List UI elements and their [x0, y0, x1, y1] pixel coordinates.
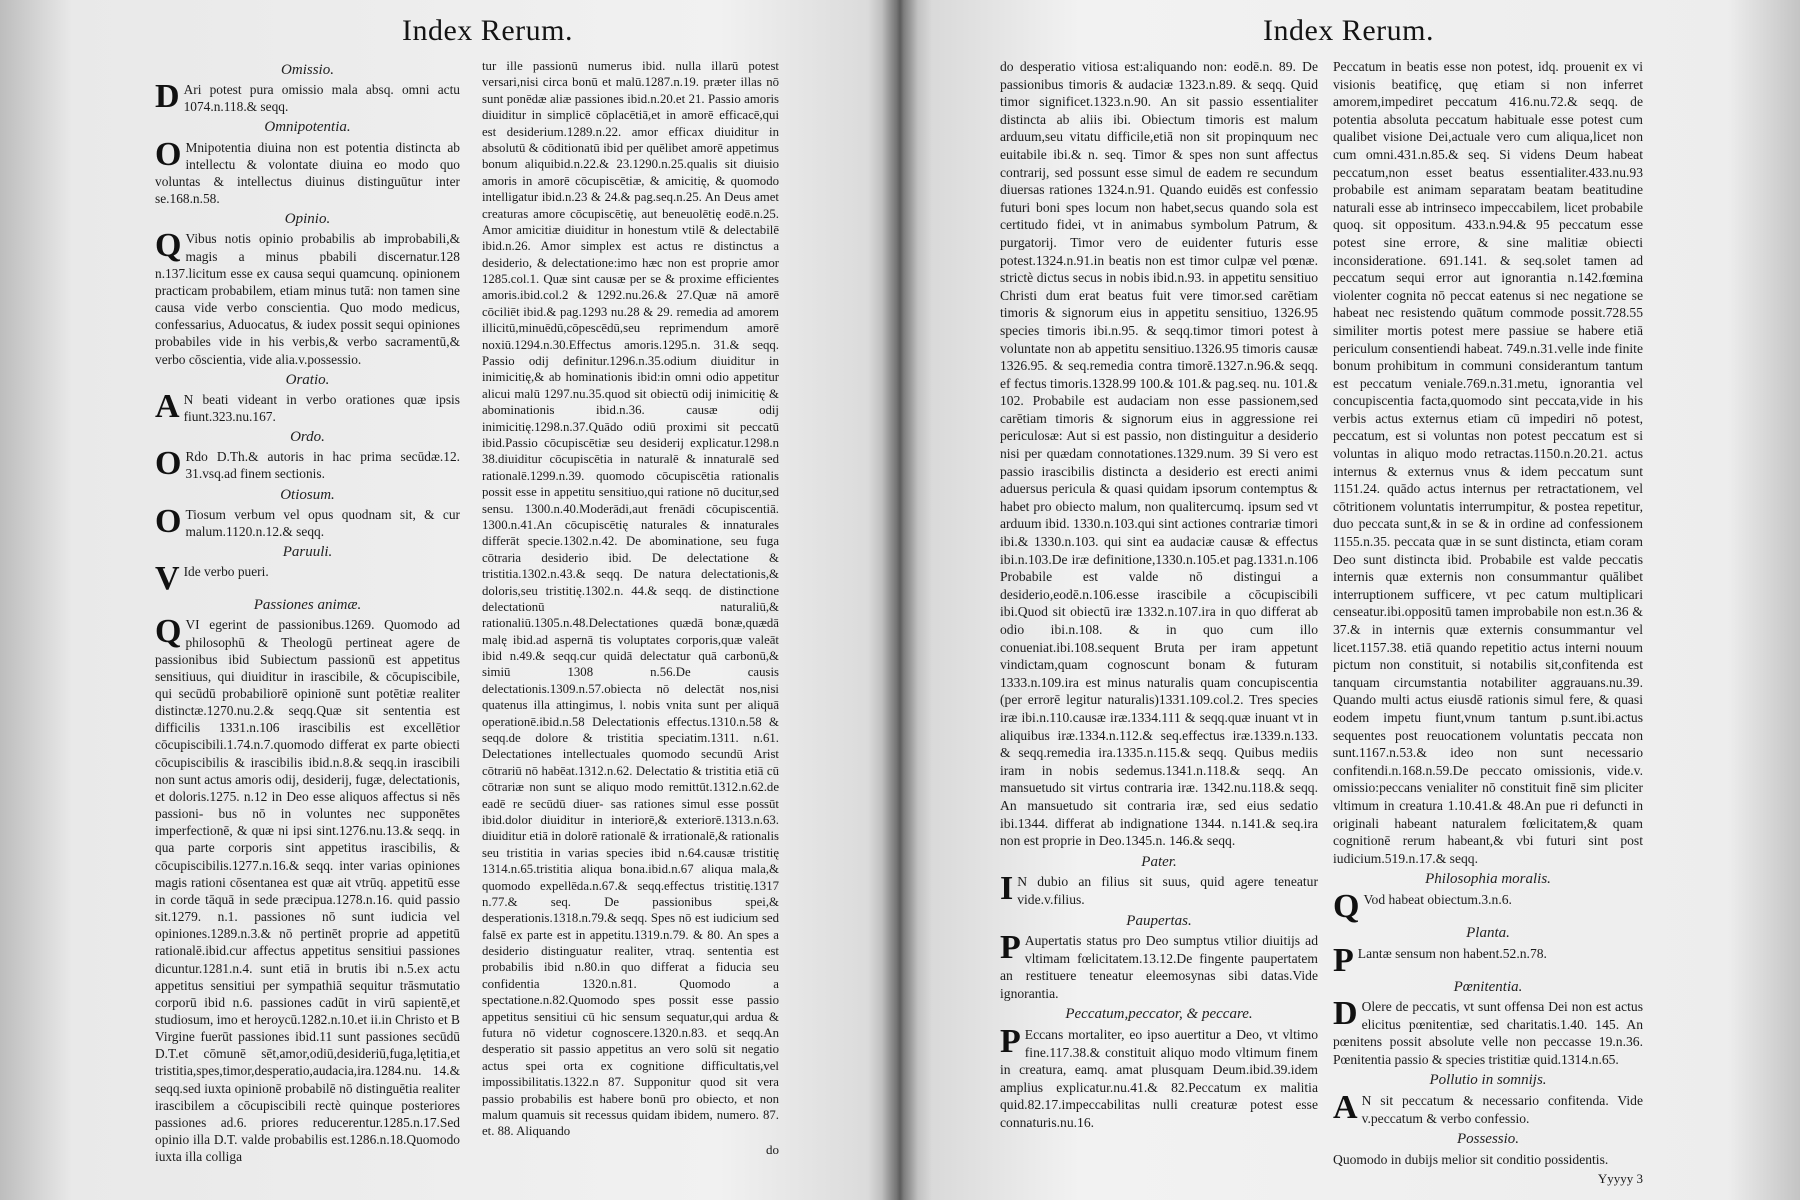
index-entry [1000, 1023, 1318, 1132]
index-heading: Omnipotentia. [264, 119, 351, 136]
index-heading: Passiones animæ. [253, 597, 362, 614]
entry-text: Vibus notis opinio probabilis ab improbabili,& magis a minus pbabili discernatur.128 n.137.licitum esse ex causa sequi quamcunq. opinionem practicam probabilem, etiam minus tutā: non tamen sine causa vide verbo conscientia. Quo modo medicus, confessarius, Aduocatus, & iudex possit sequi opiniones probabiles vide in his verbis,& verbo sacramentū,& verbo cōscientia, vide alia.v.possessio. [155, 231, 460, 367]
entry-text: Tiosum verbum vel opus quodnam sit, & cur malum.1120.n.12.& seqq. [185, 506, 460, 539]
entry-text: Quomodo in dubijs melior sit conditio possidentis. [1333, 1151, 1609, 1167]
drop-cap: A [1333, 1089, 1358, 1127]
entry-text: VI egerint de passionibus.1269. Quomodo ad philosophū & Theologū pertineat agere de passionibus ibid Subiectum passionū est appetitus sensitiuus, qui diuiditur in irascibile, & cōcupiscibile, qui secūdū probabiliorē opinionē sunt potētiæ realiter distinctæ.1270.nu.2.& seqq.Quæ sit sententia est difficilis 1331.n.106 irascibilis est excellētior cōcupiscibili.1.74.n.7.quomodo differat ex parte obiecti cōcupiscibilis & irascibilis ibid.n.8.& seqq.in irascibili non sunt actus amoris odij, desiderij, fugæ, delectationis, et doloris.1275. n.12 in Deo esse aliquos affectus si nēs passioni- bus nō in voluntes nec supponētes imperfectionē, & quæ ni ipsi sint.1276.nu.13.& seqq. in qua parte corporis sint appetitus irascibilis, & cōcupiscibilis.1277.n.16.& seqq. inter varias opiniones magis rationi cōsentanea est quæ ait vtrūq. appetitū esse in corde tāquā in sede præcipua.1278.n.16. quid passio sit.1279. n.1. passiones nō sunt iudicia vel opiniones.1289.n.3.& nō pertinēt proprie ad appetitū rationalē.ibid.cur affectus appetitus sensitiui passiones dicuntur.1281.n.4. sunt etiā in brutis ibi n.5.ex actu appetitus sensitiui per sympathiā sequitur trāsmutatio corporū ibid n.6. passiones cadūt in virū sapientē,et studiosum, imo et heroycū.1282.n.10.et ii.in Christo et B Virgine fuerūt passiones ibid.11 sunt passiones secūdū D.T.et cōmunē sēt,amor,odiū,desideriū,fuga,lętitia,et tristitia,spes,timor,desperatio,audacia,ira.1284.nu. 14.& seqq.sed iuxta opinionē probabilē nō distinguētia realiter irascibilem a cōcupiscibili rectè quinque posteriores passiones ad.6. priores reducerentur.1285.n.17.Sed opinio illa D.T. valde probabilis est.1286.n.18.Quomodo iuxta illa colliga [155, 617, 460, 1165]
index-entry [155, 387, 460, 425]
index-entry [155, 135, 460, 208]
left-column-2 [482, 58, 779, 1158]
entry-text: N dubio an filius sit suus, quid agere teneatur vide.v.filius. [1017, 874, 1318, 907]
left-column-1 [155, 58, 460, 1167]
index-heading: Planta. [1466, 924, 1510, 941]
drop-cap: Q [1333, 887, 1360, 925]
drop-cap: D [1333, 995, 1358, 1033]
entry-text: N sit peccatum & necessario confitenda. Vide v.peccatum & verbo confessio. [1361, 1093, 1643, 1126]
drop-cap: P [1000, 1023, 1021, 1061]
index-heading: Omissio. [281, 62, 334, 78]
index-heading: Oratio. [285, 371, 330, 388]
index-entry [1333, 1151, 1643, 1169]
right-column-2-text: Peccatum in beatis esse non potest, idq. prouenit ex vi visionis beatificę, quę etiam si non inferret amorem,impediret peccatum 416.nu.72.& seqq. de potentia absoluta peccatum habituale esse potest cum qualibet visione Dei,actuale vero cum aliqua,licet non cum omni.431.n.85.& seq. Si videns Deum habeat peccatum,non esset beatus essentialiter.433.nu.93 probabile est animam separatam beatam beatitudine naturali esse ab intrinseco impeccabilem, licet probabile quoq. sit oppositum. 433.n.94.& 95 peccatum esse potest sine errore, & sine malitiæ obiecti inconsideratione. 691.141. & seq.solet tamen ad peccatum sequi error aut ignorantia n.142.fœmina violenter cognita nō peccat eatenus si nec negatione se habeat nec resistendo quātum commode possit.728.55 similiter mortis potest mere passiue se habere etiā periculum consentiendi habeat. 749.n.31.velle inde finite bonum prohibitum in communi considerantum tantum est peccatum veniale.769.n.31.metu, ignorantia vel concupiscentia facta,quomodo sint peccata,vide in his verbis actus externus etiam cū impediri nō potest, peccatum, est si voluntas non potest peccatum est si voluntas in aliquo modo retractas.1150.n.20.21. actus internus & externus vnus & idem peccatum sunt 1151.24. quādo actus internus per retractationem, vel cōtritionem voluntatis interrumpitur, & postea repetitur, duo peccata sunt,& in se & in ordine ad confessionem 1155.n.35. peccata quæ in se sunt distincta, etiam coram Deo sunt distincta ibid. Probabile est valde peccatis internis quæ externis non consummantur quālibet interruptionem sufficere, vt pec catum multiplicari censeatur.ibi.oppositū tamen improbabile non est.n.36 & 37.& in internis quæ externis consummantur vel licet.1157.38. etiā quando repetitio actus interni nouum pictum non constituit, si notabilis sit,confitenda est tanquam circumstantia notabiliter aggrauans.nu.39. Quando multi actus eiusdē rationis simul fere, & quasi eodem impetu fiunt,vnum tantum p.sunt.ibi.actus sequentes post reuocationem voluntatis peccata non sunt.1167.n.53.& ideo non sunt necessario confitendi.n.168.n.59.De peccato omissionis, vide.v. omissio:peccans venialiter nō constituit finē sim pliciter vltimum in creatura 1.10.41.& 48.An pue ri defuncti in originali habeant naturalem fœlicitatem,& quam cognitionē rerum habeant,& vbi futuri sint post iudicium.519.n.17.& seqq. [1333, 59, 1643, 866]
index-heading: Pater. [1141, 853, 1177, 870]
right-column-1-text: do desperatio vitiosa est:aliquando non: eodē.n. 89. De passionibus timoris & audaciæ 1323.n.89. & seqq. Quid timor significet.1323.n.90. An sit passio essentialiter distincta ab aliis ibi. Obiectum timoris est malum arduum,seu vitatu difficile,etiā non sit propinquum nec euitabile ibi.& n. seq. Timor & spes non sunt affectus contrarij, sed possunt esse simul de eadem re secundum diuersas rationes 1324.n.91. Quando euidēs est confessio futuri boni spes locum non habet,secus quando sola est certitudo fidei, vt in animabus symbolum Patrum, & purgatorij. Timor vero de euidenter futuris esse potest.1324.n.91.in beatis non est timor culpæ vel pœnæ. strictè dictus secus in nobis ibid.n.93. in appetitu sensitiuo Christi dum erat beatus fuit vere timor.sed carētiam timoris & signorum eius in appetitu sensitiuo, 1326.95 species timoris ibi.n.95. & seqq.timor timori potest à voluntate non ab appetitu sensitiuo.1326.95 timoris causæ 1326.95. & seq.remedia contra timorē.1327.n.96.& seqq. ef fectus timoris.1328.99 100.& 101.& pag.seq. nu. 101.& 102. Probabile est audaciam non esse passionem,sed carētiam timoris & signorum eius in aggressione rei periculosæ: Aut si est passio, non distinguitur a desiderio nisi per quædam connotationes.1329.num. 39 Si vero est passio irascibilis distincta a desiderio est erecti animi aduersus pericula & quasi quidam ipsorum contemptus & habet pro obiecto malum, non qualitercumq. ipsum sed vt arduum ibid. 1330.n.103.qui sint actiones contrariæ timori ibi.& 1330.n.103. qui sint ea audaciæ causæ & effectus ibi.n.103.De iræ definitione,1330.n.105.et pag.1331.n.106 Probabile est valde nō distingui a desiderio,eodē.n.106.esse irascibile a cōcupiscibili ibi.Quod sit obiectū iræ 1332.n.107.ira in quo differat ab odio ibi.n.108. & in quo cum illo conueniat.ibi.108.sequent Bruta per iram appetunt vindictam,quam cognoscunt bonam & futuram 1333.n.109.ira est minus naturalis quam concupiscentia (per errorē legitur naturalis)1331.109.col.2. Tres species iræ ibi.n.110.causæ iræ.1334.111 & seqq.quæ inuant vt in aliquibus iræ.1334.n.112.& seq.effectus iræ.1339.n.133. & seqq.remedia ira.1335.n.115.& seqq. Quibus mediis iram in nobis sedemus.1341.n.118.& seqq. An mansuetudo sit virtus contraria iræ. 1342.nu.118.& seqq. An mansuetudo sit contraria iræ, sed eius sedatio ibi.1344. differat ab indignatione 1344. n.141.& seq.ira non est proprie in Deo.1345.n. 146.& seqq. [1000, 59, 1318, 849]
index-entry [155, 445, 460, 483]
entry-text: Eccans mortaliter, eo ipso auertitur a Deo, vt vltimo fine.117.38.& constituit aliquo modo vltimum finem in creatura, eamq. amat plusquam Deum.ibid.39.idem amplius explicatur.nu.41.& 82.Peccatum ex malitia quid.82.17.impeccabilitas nulli creaturæ potest esse connaturis.nu.16. [1000, 1027, 1318, 1131]
index-entry [1333, 887, 1643, 925]
index-heading: Pœnitentia. [1453, 978, 1523, 995]
index-entry [1000, 929, 1318, 1002]
drop-cap: O [155, 502, 182, 540]
drop-cap: D [155, 78, 180, 116]
right-page [905, 0, 1800, 1200]
drop-cap: O [155, 445, 182, 483]
entry-text: Mnipotentia diuina non est potentia distincta ab intellectu & volontate diuina eo modo quo voluntas & intellectus diuinus distinguūtur inter se.168.n.58. [155, 139, 460, 207]
right-column-2 [1333, 58, 1643, 1188]
drop-cap: Q [155, 613, 182, 651]
signature-mark: Yyyyy 3 [1597, 1171, 1643, 1187]
right-column-2-entries [1333, 871, 1643, 1168]
drop-cap: P [1333, 941, 1354, 979]
index-entry [155, 613, 460, 1165]
index-heading: Paruuli. [282, 544, 333, 561]
index-entry [155, 227, 460, 367]
index-entry [155, 78, 460, 116]
drop-cap: P [1000, 929, 1021, 967]
right-running-head: Index Rerum. [1263, 14, 1434, 47]
entry-text: Rdo D.Th.& autoris in hac prima secūdæ.12. 31.vsq.ad finem sectionis. [185, 449, 460, 482]
index-heading: Philosophia moralis. [1425, 871, 1551, 888]
entry-text: Aupertatis status pro Deo sumptus vtilior diuitijs ad vltimam fœlicitatem.13.12.De fingente paupertatem an restituere teneatur eleemosynas sibi datas.Vide ignorantia. [1000, 933, 1318, 1001]
left-catchword: do [766, 1141, 779, 1157]
entry-text: Ari potest pura omissio mala absq. omni actu 1074.n.118.& seqq. [183, 82, 460, 115]
index-heading: Otiosum. [280, 486, 335, 503]
right-column-1 [1000, 58, 1318, 1134]
index-heading: Peccatum,peccator, & peccare. [1065, 1006, 1253, 1023]
index-heading: Ordo. [290, 429, 325, 446]
index-entry [1333, 941, 1643, 979]
index-entry [1333, 1089, 1643, 1127]
drop-cap: V [155, 560, 180, 598]
index-entry [1333, 995, 1643, 1068]
left-column-2-text: tur ille passionū numerus ibid. nulla illarū potest versari,nisi circa bonū et malū.1287.n.19. præter illas nō sunt ponēdæ aliæ passiones ibid.n.20.et 21. Passio amoris diuiditur in simplicē cōplacētiā,et in amorē efficacē,qui est desiderium.1289.n.22. amor efficax diuiditur in absolutū & cōditionatū ibid per quēlibet amorē appetimus bonum aliquibid.n.22.& 23.1290.n.25.qualis sit diuisio amoris in amorē cōcupiscētiæ, & amicitię, & quomodo intelligatur ibid.n.23 & 24.& pag.seq.n.25. An Deus amet creaturas amore cōcupiscētię, aut beneuolētię eodē.n.25. Amor amicitiæ diuiditur in honestum vtilē & delectabilē ibid.n.26. Amor simplex est actus re distinctus a desiderio, & delectatione:imo hæc non est proprie amor 1285.col.1. Quæ sint causæ per se & proxime efficientes amoris.ibid.col.2 & 1292.nu.26.& 27.Quæ nā amorē cōciliēt ibid.& pag.1293 nu.28 & 29. remedia ad amorem illicitū,minuēdū,cōpescēdū,seu reprimendum amorē noxiū.1294.n.30.Effectus amoris.1295.n. 31.& seqq. Passio odij definitur.1296.n.35.odium diuiditur in inimicitię,& ab hominationis ibid:in omni odio appetitur alicui malū 1297.nu.35.quod sit obiectū odij inimicitię & abominationis ibid.n.36. causæ odij inimicitię.1298.n.37.Quādo odiū proximi sit peccatū ibid.Passio cōcupiscētiæ seu desiderij explicatur.1298.n 38.diuiditur cōcupiscētia in naturalē & innaturalē sed rationalē.1299.n.39. quomodo cōcupiscētia rationalis possit esse in appetitu sensitiuo,qui ratione nō ducitur,sed sensu. 1300.n.40.Moderādi,aut frenādi cōcupiscentiā. 1300.n.41.An cōcupiscētię naturales & innaturales differāt specie.1302.n.42. De abominatione, seu fuga cōtraria desiderio ibid. De delectatione & tristitia.1302.n.43.& seqq. De natura delectationis,& doloris,seu tristitię.1302.n. 44.& seqq. de distinctione delectationū naturaliū,& rationaliū.1305.n.48.Delectationes quædā bonæ,quædā malę ibid.ad aspernā tis voluptates corporis,quæ valeāt ibid n.49.& seqq.cur quidā delectatur quā carbonū,& simiū 1308 n.56.De causis delectationis.1309.n.57.obiecta nō delectāt nos,nisi quatenus illa attingimus, l. nobis vnita sunt per aliquā operationē.ibid.n.58 Delectationis effectus.1310.n.58 & seqq.de dolore & tristitia speciatim.1311. n.61. Delectationes intellectuales quomodo secundū Arist cōtrariū nō habēat.1312.n.62. Delectatio & tristitia etiā cū cōtrariæ non sunt se aliquo modo remittūt.1312.n.62.de eadē re secūdū diuer- sas rationes simul esse possūt ibid.dolor diuiditur in interiorē,& exteriorē.1313.n.63. diuiditur etiā in dolorē rationalē & irrationalē,& rationalis seu tristitia in varias species ibid n.64.causæ tristitię 1314.n.65.tristitia aliqua bona.ibid.n.67 aliqua mala,& quomodo expellēda.n.67.& seqq.effectus tristitię.1317 n.77.& seq. De passionibus spei,& desperationis.1318.n.79.& seqq. Spes nō est iudicium sed falsē ex parte est in appetitu.1319.n.79. & 80. An spes a desiderio distinguatur realiter, vtraq. sententia est probabilis ibid n.80.in quo differat a fiducia seu confidentia 1320.n.81. Quomodo a spectatione.n.82.Quomodo spes possit esse passio appetitus sensitiui cū hic sensum sequatur,qui ardua & futura nō videtur cognoscere.1320.n.83. et seqq.An desperatio sit passio appetitus an vero solū sit negatio actus spei orta ex cognitione difficultatis,vel impossibilitatis.1322.n 87. Supponitur quod sit vera passio probabilis est habere bonū pro obiecto, et non malum quamuis sit recessus quidam ibidem, numero. 87. et. 88. Aliquando [482, 59, 779, 1139]
index-heading: Pollutio in somnijs. [1429, 1072, 1547, 1089]
index-entry [155, 502, 460, 540]
index-heading: Possessio. [1456, 1131, 1520, 1148]
index-heading: Opinio. [284, 211, 331, 228]
drop-cap: A [155, 387, 180, 425]
entry-text: Olere de peccatis, vt sunt offensa Dei non est actus elicitus pœnitentiæ, sed charitatis.1.40. 145. An pœnitens possit absolute velle non peccasse 19.n.36. Pœnitentia passio & species tristitiæ quid.1314.n.65. [1333, 999, 1643, 1067]
index-heading: Paupertas. [1126, 912, 1192, 929]
right-column-1-entries [1000, 854, 1318, 1132]
drop-cap: O [155, 135, 182, 173]
index-entry [155, 560, 460, 598]
entry-text: N beati videant in verbo orationes quæ ipsis fiunt.323.nu.167. [183, 391, 460, 424]
drop-cap: Q [155, 227, 182, 265]
left-page [0, 0, 885, 1200]
left-running-head: Index Rerum. [402, 14, 573, 47]
entry-text: Ide verbo pueri. [183, 564, 269, 580]
entry-text: Lantæ sensum non habent.52.n.78. [1357, 945, 1547, 961]
drop-cap: I [1000, 870, 1014, 908]
entry-text: Vod habeat obiectum.3.n.6. [1363, 891, 1512, 907]
index-entry [1000, 870, 1318, 908]
